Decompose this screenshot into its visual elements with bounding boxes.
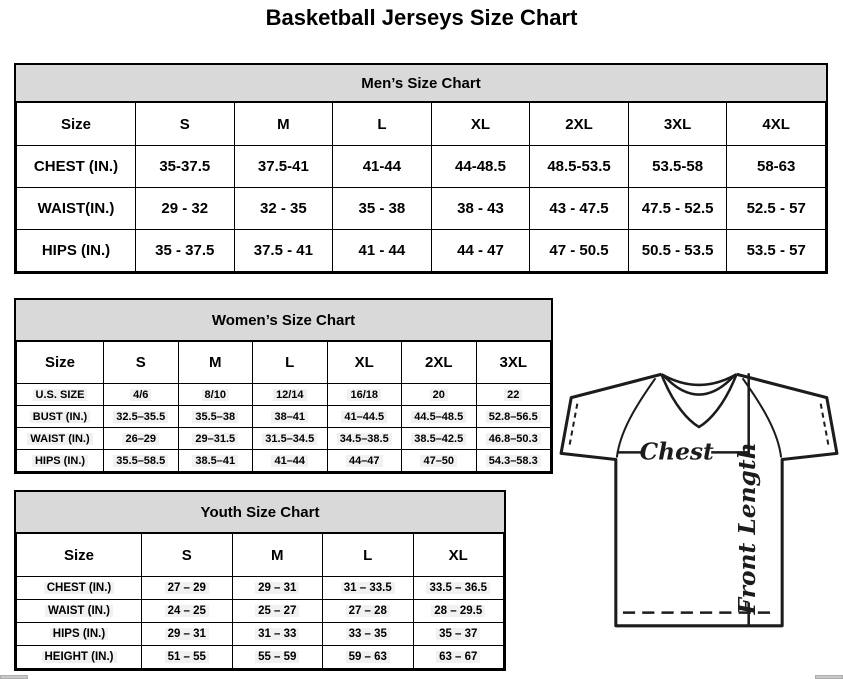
youth-size-chart-title: Youth Size Chart (16, 492, 504, 533)
size-value-cell: 58-63 (727, 146, 826, 188)
size-value-cell: 55 – 59 (232, 646, 323, 669)
table-row (17, 450, 551, 472)
jersey-outline (561, 374, 837, 626)
size-value-cell: 63 – 67 (413, 646, 504, 669)
row-label: CHEST (IN.) (17, 577, 142, 600)
womens-size-chart-title: Women’s Size Chart (16, 300, 551, 341)
column-header: 3XL (476, 342, 551, 384)
size-value-cell: 37.5 - 41 (234, 230, 333, 272)
column-header: 2XL (530, 103, 629, 146)
size-value-cell: 29–31.5 (178, 428, 253, 450)
table-row (17, 384, 551, 406)
size-value-cell: 28 – 29.5 (413, 600, 504, 623)
womens-size-chart (14, 298, 553, 474)
table-row (17, 406, 551, 428)
size-value-cell: 24 – 25 (142, 600, 233, 623)
youth-size-chart (14, 490, 506, 671)
size-header-row (17, 342, 551, 384)
size-value-cell: 50.5 - 53.5 (628, 230, 727, 272)
table-row (17, 646, 504, 669)
size-value-cell: 38.5–42.5 (402, 428, 477, 450)
size-value-cell: 27 – 28 (323, 600, 414, 623)
size-value-cell: 54.3–58.3 (476, 450, 551, 472)
size-value-cell: 35.5–58.5 (104, 450, 179, 472)
size-value-cell: 34.5–38.5 (327, 428, 402, 450)
row-label: HIPS (IN.) (17, 450, 104, 472)
size-value-cell: 33 – 35 (323, 623, 414, 646)
table-row (17, 600, 504, 623)
size-value-cell: 31.5–34.5 (253, 428, 328, 450)
size-value-cell: 32.5–35.5 (104, 406, 179, 428)
row-label: U.S. SIZE (17, 384, 104, 406)
size-header-row (17, 103, 826, 146)
column-header: Size (17, 534, 142, 577)
size-value-cell: 32 - 35 (234, 188, 333, 230)
size-value-cell: 52.5 - 57 (727, 188, 826, 230)
size-value-cell: 41-44 (333, 146, 432, 188)
size-value-cell: 47 - 50.5 (530, 230, 629, 272)
row-label: HIPS (IN.) (17, 230, 136, 272)
size-value-cell: 44.5–48.5 (402, 406, 477, 428)
column-header: L (333, 103, 432, 146)
row-label: WAIST(IN.) (17, 188, 136, 230)
table-row (17, 623, 504, 646)
table-row (17, 146, 826, 188)
row-label: HIPS (IN.) (17, 623, 142, 646)
column-header: S (104, 342, 179, 384)
column-header: 3XL (628, 103, 727, 146)
size-value-cell: 35 - 37.5 (136, 230, 235, 272)
chest-label: Chest (639, 438, 714, 466)
size-value-cell: 41–44.5 (327, 406, 402, 428)
row-label: CHEST (IN.) (17, 146, 136, 188)
mens-size-chart-title: Men’s Size Chart (16, 65, 826, 102)
size-value-cell: 44-48.5 (431, 146, 530, 188)
size-value-cell: 47.5 - 52.5 (628, 188, 727, 230)
size-value-cell: 44–47 (327, 450, 402, 472)
size-value-cell: 38–41 (253, 406, 328, 428)
size-value-cell: 12/14 (253, 384, 328, 406)
size-value-cell: 29 – 31 (142, 623, 233, 646)
column-header: XL (413, 534, 504, 577)
size-value-cell: 8/10 (178, 384, 253, 406)
column-header: M (232, 534, 323, 577)
row-label: WAIST (IN.) (17, 600, 142, 623)
column-header: S (142, 534, 233, 577)
scrollbar-fragment-left[interactable] (0, 675, 28, 679)
size-value-cell: 46.8–50.3 (476, 428, 551, 450)
size-value-cell: 35 - 38 (333, 188, 432, 230)
size-value-cell: 29 – 31 (232, 577, 323, 600)
size-value-cell: 22 (476, 384, 551, 406)
size-value-cell: 52.8–56.5 (476, 406, 551, 428)
size-value-cell: 53.5-58 (628, 146, 727, 188)
jersey-collar (661, 374, 736, 427)
mens-size-table (16, 102, 826, 272)
column-header: L (253, 342, 328, 384)
youth-size-table (16, 533, 504, 669)
column-header: Size (17, 342, 104, 384)
size-header-row (17, 534, 504, 577)
size-value-cell: 47–50 (402, 450, 477, 472)
row-label: HEIGHT (IN.) (17, 646, 142, 669)
page-title: Basketball Jerseys Size Chart (265, 5, 578, 30)
size-value-cell: 27 – 29 (142, 577, 233, 600)
size-value-cell: 48.5-53.5 (530, 146, 629, 188)
size-value-cell: 25 – 27 (232, 600, 323, 623)
size-value-cell: 41–44 (253, 450, 328, 472)
table-row (17, 428, 551, 450)
size-value-cell: 31 – 33 (232, 623, 323, 646)
size-value-cell: 20 (402, 384, 477, 406)
size-value-cell: 59 – 63 (323, 646, 414, 669)
size-value-cell: 33.5 – 36.5 (413, 577, 504, 600)
size-value-cell: 29 - 32 (136, 188, 235, 230)
column-header: M (234, 103, 333, 146)
column-header: 2XL (402, 342, 477, 384)
size-value-cell: 26–29 (104, 428, 179, 450)
size-value-cell: 51 – 55 (142, 646, 233, 669)
size-value-cell: 41 - 44 (333, 230, 432, 272)
column-header: M (178, 342, 253, 384)
column-header: 4XL (727, 103, 826, 146)
row-label: WAIST (IN.) (17, 428, 104, 450)
mens-size-chart (14, 63, 828, 274)
size-value-cell: 43 - 47.5 (530, 188, 629, 230)
size-value-cell: 35.5–38 (178, 406, 253, 428)
size-value-cell: 38.5–41 (178, 450, 253, 472)
size-value-cell: 37.5-41 (234, 146, 333, 188)
column-header: S (136, 103, 235, 146)
size-value-cell: 35-37.5 (136, 146, 235, 188)
scrollbar-fragment-right[interactable] (815, 675, 843, 679)
size-value-cell: 44 - 47 (431, 230, 530, 272)
womens-size-table (16, 341, 551, 472)
size-value-cell: 53.5 - 57 (727, 230, 826, 272)
size-value-cell: 16/18 (327, 384, 402, 406)
table-row (17, 577, 504, 600)
size-value-cell: 31 – 33.5 (323, 577, 414, 600)
table-row (17, 230, 826, 272)
size-value-cell: 4/6 (104, 384, 179, 406)
column-header: XL (327, 342, 402, 384)
row-label: BUST (IN.) (17, 406, 104, 428)
column-header: Size (17, 103, 136, 146)
front-length-label: Front Length (734, 442, 762, 615)
column-header: L (323, 534, 414, 577)
size-value-cell: 38 - 43 (431, 188, 530, 230)
table-row (17, 188, 826, 230)
jersey-measurement-diagram (556, 361, 842, 633)
size-value-cell: 35 – 37 (413, 623, 504, 646)
column-header: XL (431, 103, 530, 146)
